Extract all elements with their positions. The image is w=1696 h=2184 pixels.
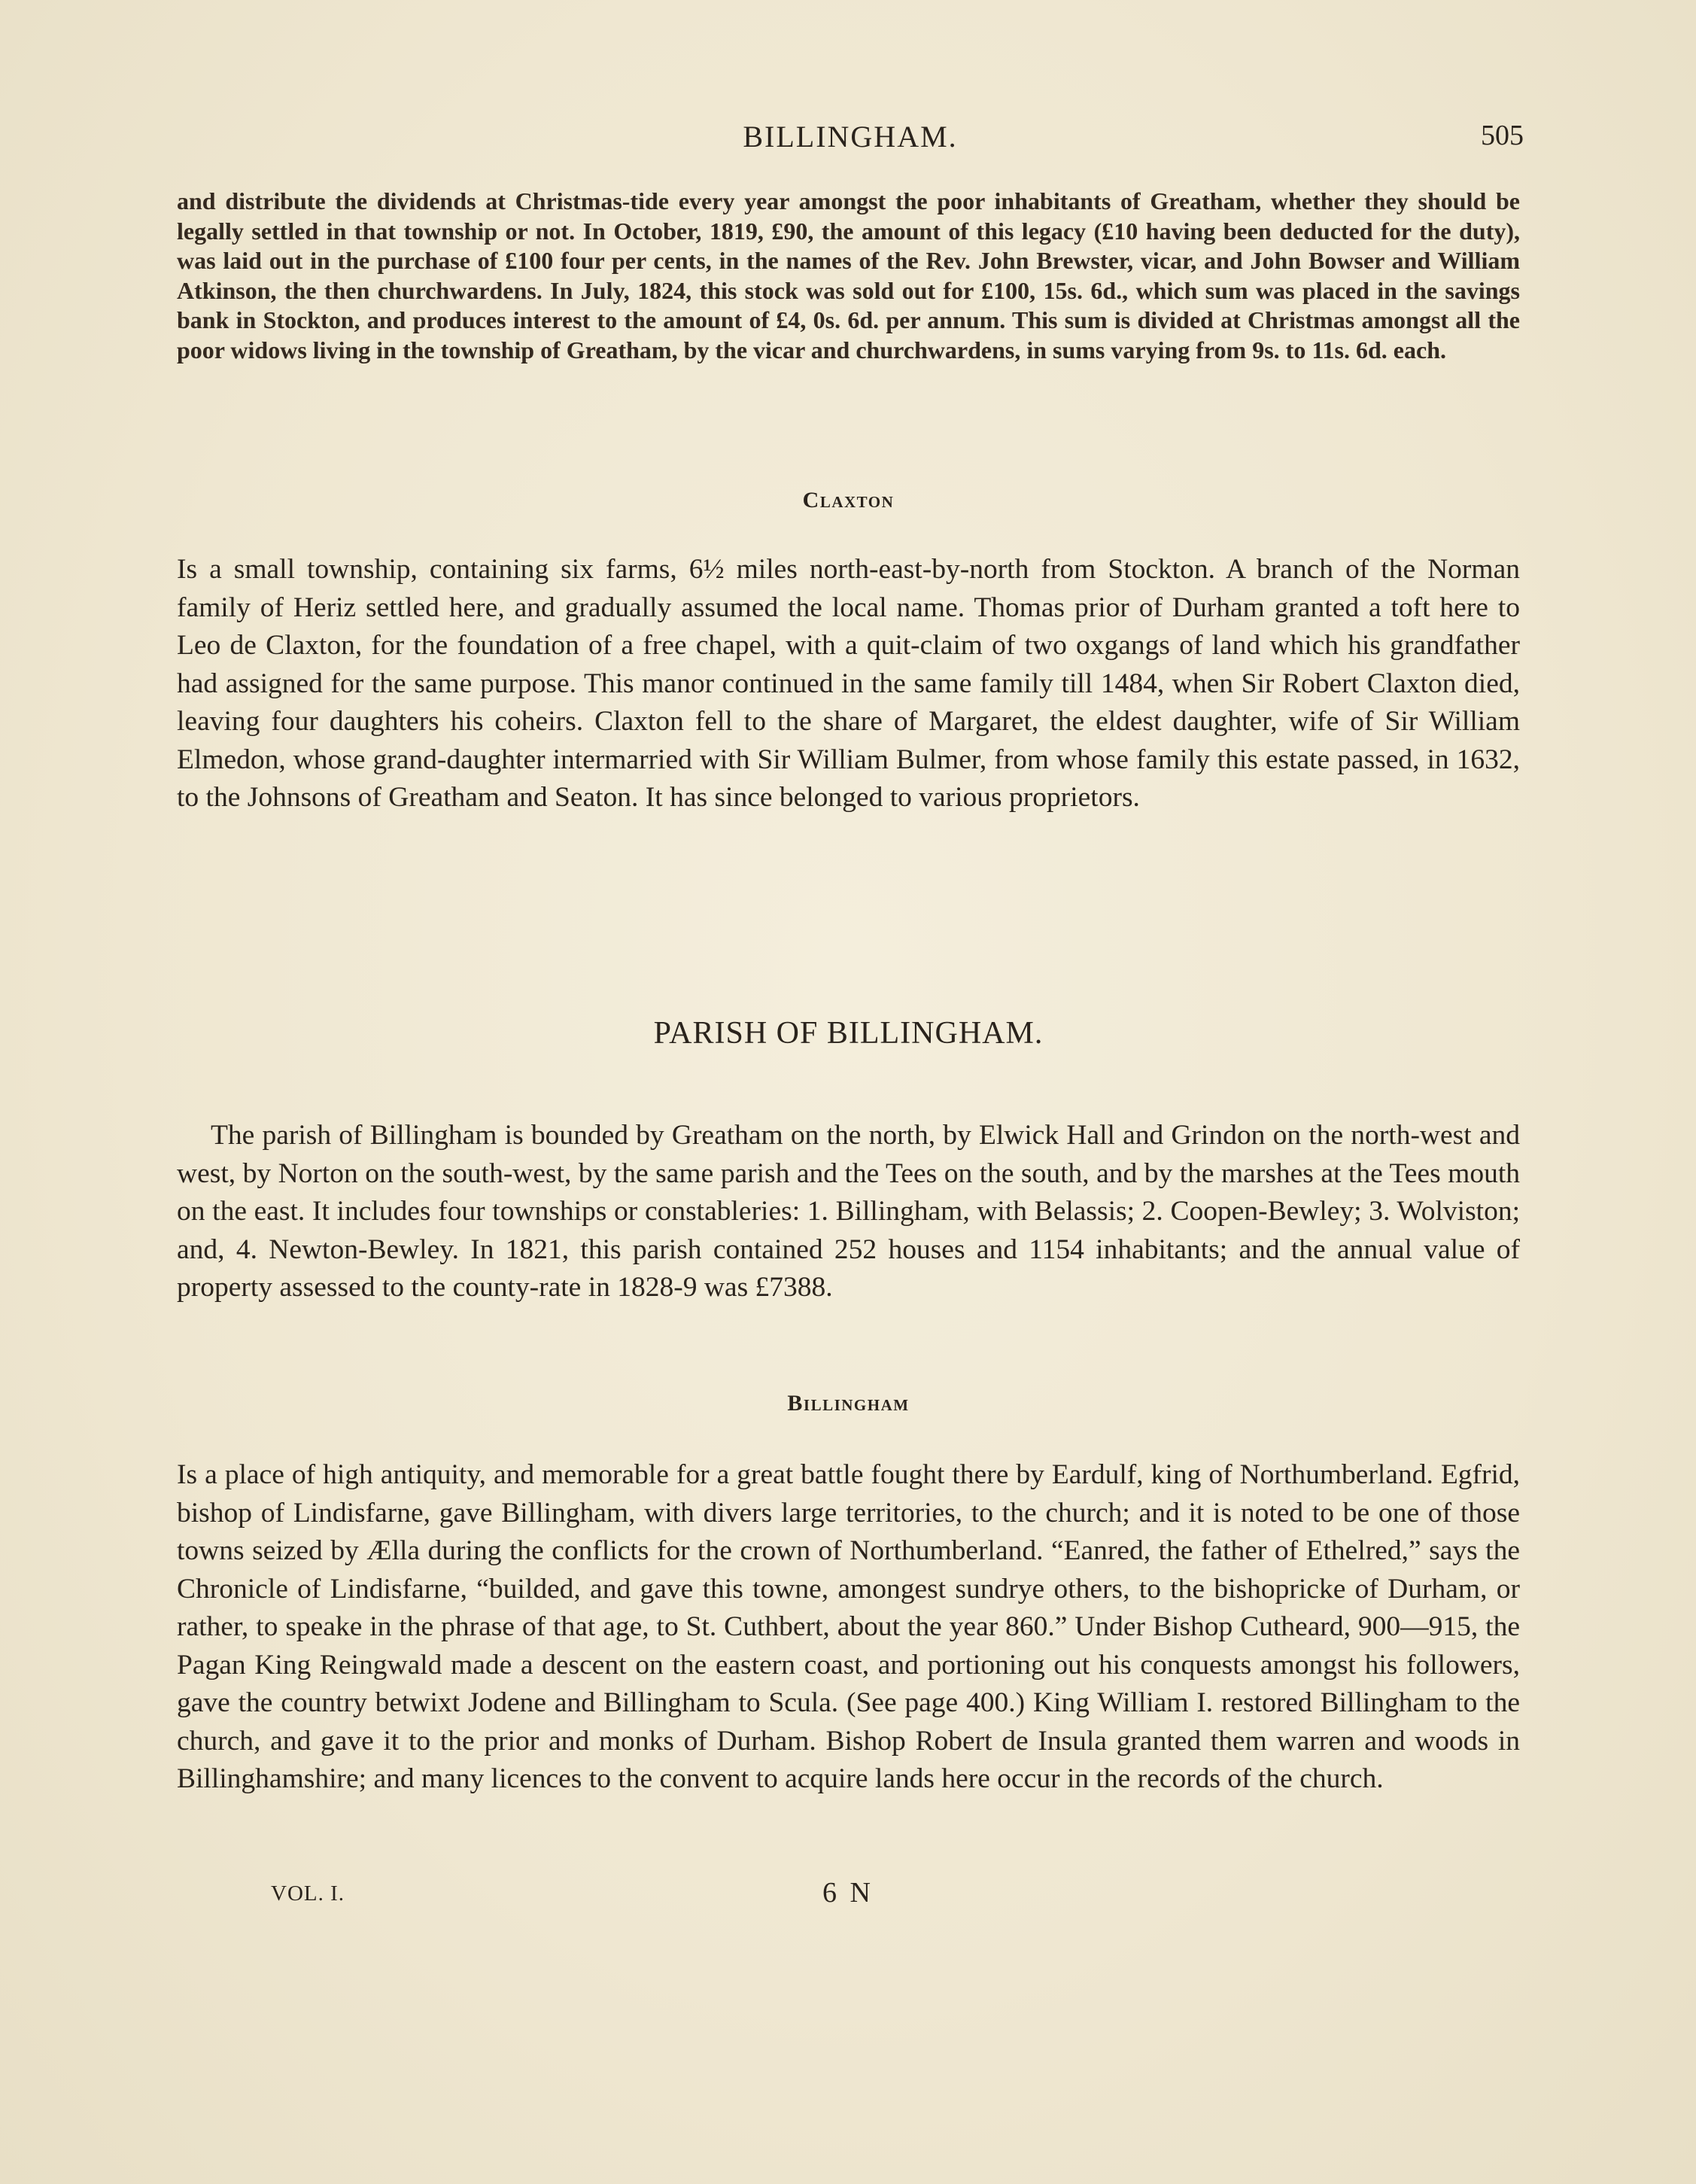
running-head	[177, 113, 1524, 166]
parish-paragraph: The parish of Billingham is bounded by Greatham on the north, by Elwick Hall and Grindon on the north-west and west, by Norton on the south-west, by the same parish and the Tees on the south, and by the marshes at the Tees mouth on the east. It includes four townships or constableries: 1. Billingham, with Belassis; 2. Coopen-Bewley; 3. Wolviston; and, 4. Newton-Bewley. In 1821, this parish contained 252 houses and 1154 inhabitants; and the annual value of property assessed to the county-rate in 1828-9 was £7388.	[177, 1120, 1520, 1303]
billingham-heading: Billingham	[787, 1391, 910, 1416]
claxton-heading: Claxton	[802, 488, 895, 513]
claxton-paragraph: Is a small township, containing six farms, 6½ miles north-east-by-north from Stockton. A branch of the Norman family of Heriz settled here, and gradually assumed the local name. Thomas prior of Durham granted a toft here to Leo de Claxton, for the foundation of a free chapel, with a quit-claim of two oxgangs of land which his grandfather had assigned for the same purpose. This manor continued in the same family till 1484, when Sir Robert Claxton died, leaving four daughters his coheirs. Claxton fell to the share of Margaret, the eldest daughter, wife of Sir William Elmedon, whose grand-daughter intermarried with Sir William Bulmer, from whose family this estate passed, in 1632, to the Johnsons of Greatham and Seaton. It has since belonged to various proprietors.	[177, 554, 1520, 813]
billingham-paragraph: Is a place of high antiquity, and memorable for a great battle fought there by Eardulf, king of Northumberland. Egfrid, bishop of Lindisfarne, gave Billingham, with divers large territories, to the church; and it is noted to be one of those towns seized by Ælla during the conflicts for the crown of Northumberland. “Eanred, the father of Ethelred,” says the Chronicle of Lindisfarne, “builded, and gave this towne, amongest sundrye others, to the bishopricke of Durham, or rather, to speake in the phrase of that age, to St. Cuthbert, about the year 860.” Under Bishop Cutheard, 900—915, the Pagan King Reingwald made a descent on the eastern coast, and portioning out his conquests amongst his followers, gave the country betwixt Jodene and Billingham to Scula. (See page 400.) King William I. restored Billingham to the church, and gave it to the prior and monks of Durham. Bishop Robert de Insula granted them warren and woods in Billinghamshire; and many licences to the convent to acquire lands here occur in the records of the church.	[177, 1459, 1520, 1794]
parish-heading: PARISH OF BILLINGHAM.	[653, 1016, 1044, 1051]
intro-paragraph: and distribute the dividends at Christmas-tide every year amongst the poor inhabitants of Greatham, whether they should be legally settled in that township or not. In October, 1819, £90, the amount of this legacy (£10 having been deducted for the duty), was laid out in the purchase of £100 four per cents, in the names of the Rev. John Brewster, vicar, and John Bowser and William Atkinson, the then churchwardens. In July, 1824, this stock was sold out for £100, 15s. 6d., which sum was placed in the savings bank in Stockton, and produces interest to the amount of £4, 0s. 6d. per annum. This sum is divided at Christmas amongst all the poor widows living in the township of Greatham, by the vicar and churchwardens, in sums varying from 9s. to 11s. 6d. each.	[177, 187, 1520, 363]
volume-mark: VOL. I.	[271, 1881, 345, 1906]
page-title: BILLINGHAM.	[743, 120, 958, 154]
signature-mark: 6 N	[822, 1877, 874, 1909]
page-number: 505	[1481, 120, 1524, 151]
